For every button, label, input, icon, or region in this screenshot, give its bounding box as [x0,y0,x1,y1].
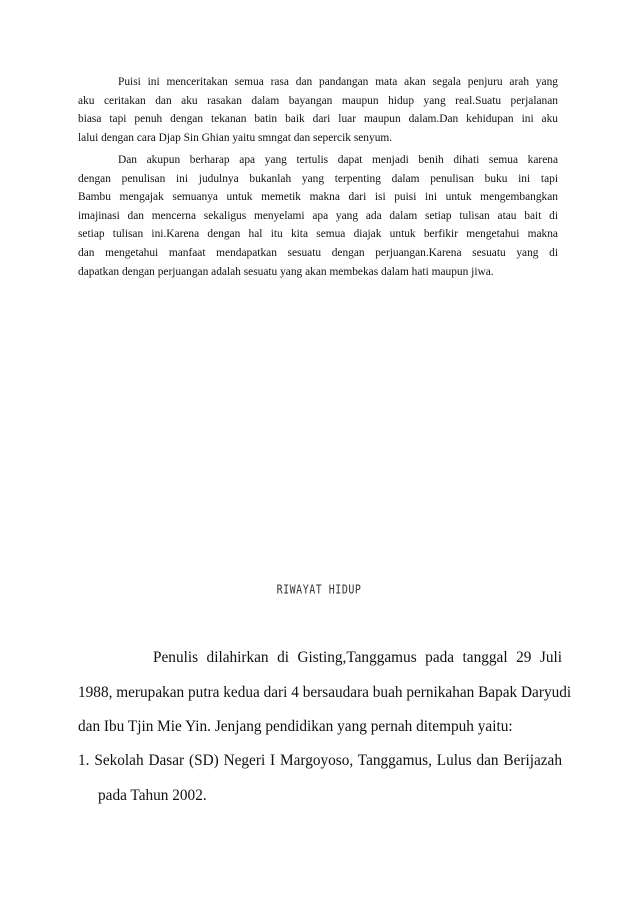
section-heading: RIWAYAT HIDUP [276,583,362,598]
text-line: lalui dengan cara Djap Sin Ghian yaitu smngat dan sepercik senyum. [78,131,393,144]
text-line: Puisi ini menceritakan semua rasa dan pandangan mata akan segala penjuru arah yang [118,76,558,88]
text-line: dapatkan dengan perjuangan adalah sesuatu yang akan membekas dalam hati maupun jiwa. [78,265,494,278]
text-line: imajinasi dan mencerna sekaligus menyelami apa yang ada dalam setiap tulisan atau bait di [78,209,558,222]
intro-paragraph [78,73,558,147]
text-line: Dan akupun berharap apa yang tertulis dapat menjadi benih dihati semua karena [118,154,558,166]
text-line: Penulis dilahirkan di Gisting,Tanggamus pada tanggal 29 Juli [153,649,562,666]
text-line: dan mengetahui manfaat mendapatkan sesuatu dengan perjuangan.Karena sesuatu yang di [78,246,558,259]
text-line: biasa tapi penuh dengan tekanan batin baik dari luar maupun dalam.Dan kehidupan ini aku [78,113,558,126]
biography-paragraph [78,641,572,745]
hope-paragraph [78,151,558,281]
text-line: setiap tulisan ini.Karena dengan hal itu kita semua diajak untuk berfikir mengetahui makna [78,228,558,241]
text-line: 1988, merupakan putra kedua dari 4 bersaudara buah pernikahan Bapak Daryudi [78,683,572,701]
text-line: aku ceritakan dan aku rasakan dalam bayangan maupun hidup yang real.Suatu perjalanan [78,94,558,107]
text-line: 1. Sekolah Dasar (SD) Negeri I Margoyoso, Tanggamus, Lulus dan Berijazah [78,752,562,769]
text-line: Bambu mengajak semuanya untuk memetik makna dari isi puisi ini untuk mengembangkan [78,191,558,204]
text-line: dan Ibu Tjin Mie Yin. Jenjang pendidikan yang pernah ditempuh yaitu: [78,718,513,735]
education-list-item [78,744,562,813]
text-line: pada Tahun 2002. [98,786,207,804]
text-line: dengan penulisan ini judulnya bukanlah yang terpenting dalam penulisan buku ini tapi [78,172,558,185]
